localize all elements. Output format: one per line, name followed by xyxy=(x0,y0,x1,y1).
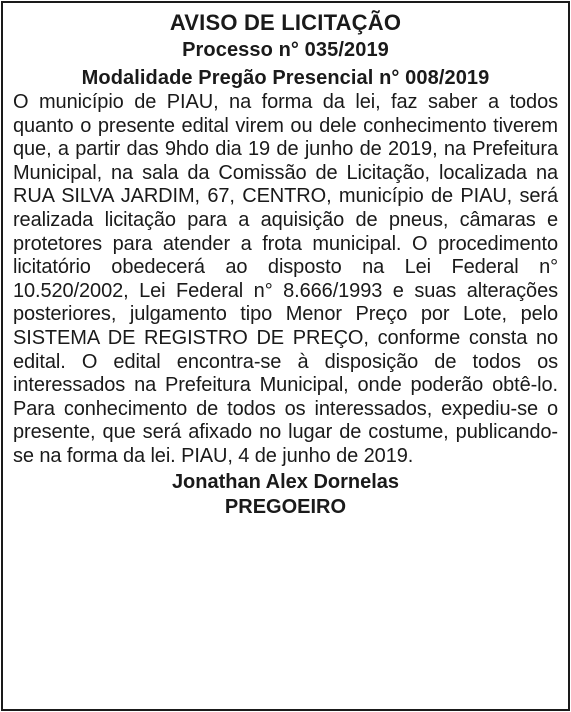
bid-notice xyxy=(1,1,570,711)
modality: Modalidade Pregão Presencial n° 008/2019 xyxy=(81,67,490,89)
signatory-name: Jonathan Alex Dornelas xyxy=(171,470,400,493)
notice-body: O município de PIAU, na forma da lei, faz saber a todos quanto o presente edital virem ou dele conhecimento tiverem que, a partir das 9hdo dia 19 de junho de 2019, na Prefeitura Municipal, na sala da Comissão de Licitação, localizada na RUA SILVA JARDIM, 67, CENTRO, município de PIAU, será realizada licitação para a aquisição de pneus, câmaras e protetores para atender a frota municipal. O procedimento licitatório obedecerá ao disposto na Lei Federal n° 10.520/2002, Lei Federal n° 8.666/1993 e suas alterações posteriores, julgamento tipo Menor Preço por Lote, pelo SISTEMA DE REGISTRO DE PREÇO, conforme consta no edital. O edital encontra-se à disposição de todos os interessados na Prefeitura Municipal, onde poderão obtê-lo. Para conhecimento de todos os interessados, expediu-se o presente, que será afixado no lugar de costume, publicando-se na forma da lei. PIAU, 4 de junho de 2019. xyxy=(13,91,558,467)
notice-title: AVISO DE LICITAÇÃO xyxy=(169,10,402,35)
signatory-role: PREGOEIRO xyxy=(224,495,347,518)
process-number: Processo n° 035/2019 xyxy=(182,39,389,61)
